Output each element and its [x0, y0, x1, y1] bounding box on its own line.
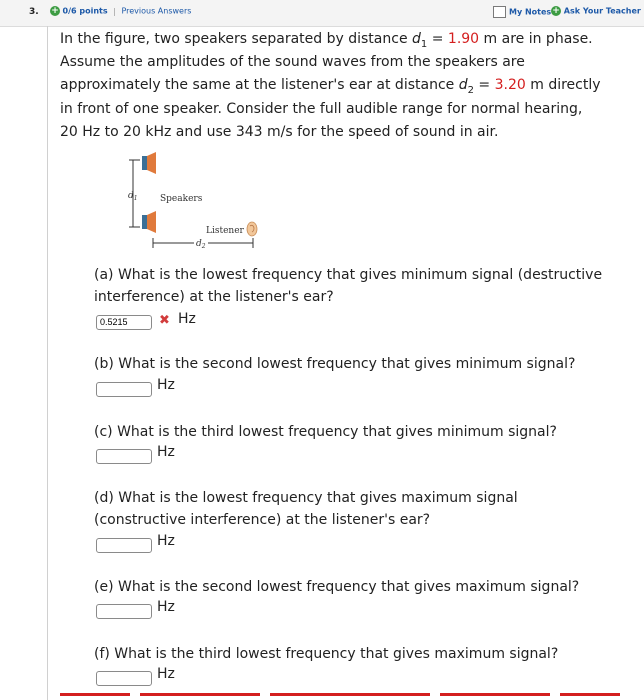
part-b-answer-input[interactable] — [96, 382, 152, 397]
question-header — [0, 0, 644, 27]
points-bar — [50, 6, 191, 16]
part-f-question: (f) What is the third lowest frequency that gives maximum signal? — [94, 646, 559, 662]
points-score: 0/6 points — [62, 6, 108, 16]
part-c-unit: Hz — [157, 444, 175, 460]
ask-teacher-label: Ask Your Teacher — [563, 6, 641, 16]
part-c-answer-input[interactable] — [96, 449, 152, 464]
part-a-answer-input[interactable] — [96, 315, 152, 330]
speaker-figure — [126, 152, 266, 262]
part-e-answer-input[interactable] — [96, 604, 152, 619]
part-a-question: (a) What is the lowest frequency that gives minimum signal (destructive interference) at the listener's ear? — [94, 267, 603, 305]
my-notes-button[interactable] — [493, 6, 551, 18]
d1-label: $d_1$ — [128, 191, 138, 202]
problem-line-4: in front of one speaker. Consider the full audible range for normal hearing, — [60, 101, 583, 117]
clipped-next-line — [60, 693, 630, 696]
part-e-unit: Hz — [157, 599, 175, 615]
part-e-question: (e) What is the second lowest frequency that gives maximum signal? — [94, 579, 580, 595]
part-f-answer-input[interactable] — [96, 671, 152, 686]
part-b-question: (b) What is the second lowest frequency that gives minimum signal? — [94, 356, 576, 372]
d2-label: $d_2$ — [196, 239, 206, 250]
part-c-question: (c) What is the third lowest frequency that gives minimum signal? — [94, 424, 557, 440]
part-d-answer-input[interactable] — [96, 538, 152, 553]
speakers-label: Speakers — [160, 194, 203, 204]
listener-label: Listener — [206, 226, 244, 236]
incorrect-x-icon: ✖ — [159, 313, 170, 328]
part-f-unit: Hz — [157, 666, 175, 682]
question-number: 3. — [29, 7, 39, 17]
speaker-top-icon — [142, 152, 156, 174]
part-b-unit: Hz — [157, 377, 175, 393]
separator: | — [113, 6, 116, 16]
left-divider — [47, 26, 48, 700]
previous-answers-link[interactable]: Previous Answers — [121, 6, 192, 16]
problem-line-3: approximately the same at the listener's ear at distance $d_2 = 3.20$ m directly — [60, 77, 601, 96]
my-notes-label: My Notes — [509, 7, 552, 17]
ear-icon — [247, 222, 257, 236]
ask-teacher-button[interactable] — [551, 6, 641, 16]
plus-icon: + — [552, 6, 560, 16]
part-a-unit: Hz — [178, 311, 196, 327]
problem-line-1: In the figure, two speakers separated by distance $d_1 = 1.90$ m are in phase. — [60, 31, 593, 50]
d2-value: 3.20 — [494, 77, 526, 93]
problem-line-5: 20 Hz to 20 kHz and use 343 m/s for the speed of sound in air. — [60, 124, 499, 140]
notes-checkbox-icon[interactable] — [493, 6, 506, 18]
plus-icon[interactable]: + — [51, 6, 59, 16]
d1-value: 1.90 — [447, 31, 480, 47]
speaker-bottom-icon — [142, 211, 156, 233]
part-d-unit: Hz — [157, 533, 175, 549]
part-d-question: (d) What is the lowest frequency that gives maximum signal (constructive interference) at the listener's ear? — [94, 490, 518, 528]
problem-line-2: Assume the amplitudes of the sound waves from the speakers are — [60, 54, 525, 70]
